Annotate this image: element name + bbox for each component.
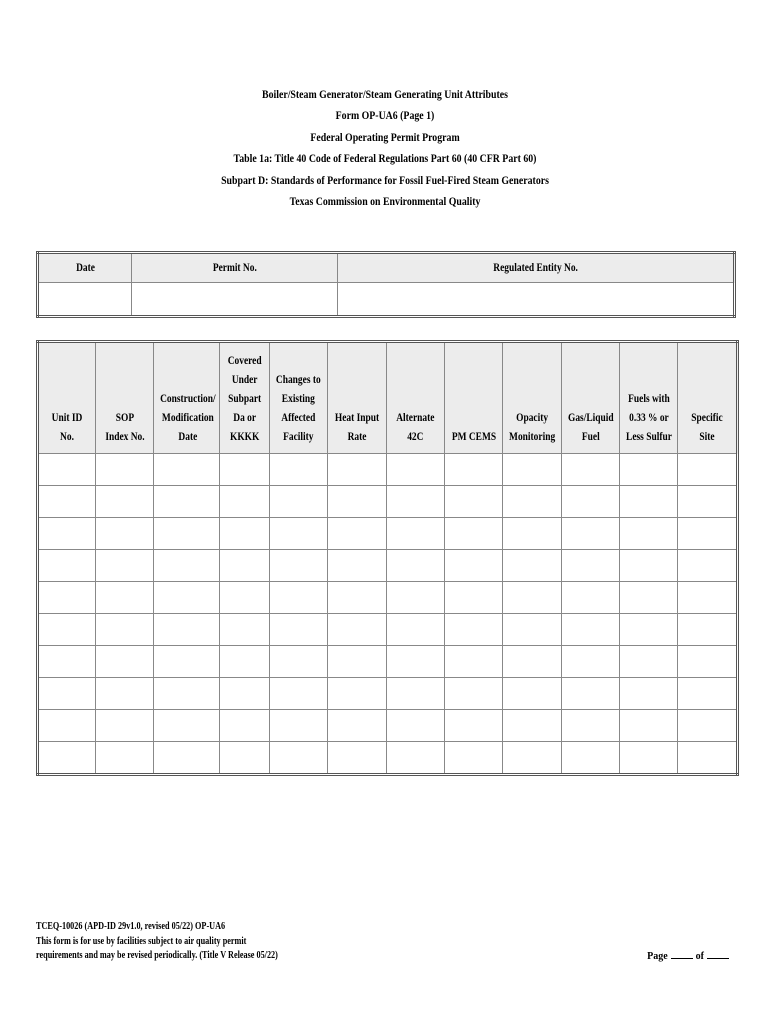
table-cell[interactable] <box>562 742 620 775</box>
table-cell[interactable] <box>678 678 738 710</box>
table-cell[interactable] <box>620 678 678 710</box>
table-cell[interactable] <box>96 742 154 775</box>
table-cell[interactable] <box>38 486 96 518</box>
table-row <box>38 486 738 518</box>
low-sulfur-fuel-header: Fuels with 0.33 % or Less Sulfur <box>620 342 678 454</box>
date-header: Date <box>38 253 132 283</box>
table-cell[interactable] <box>562 710 620 742</box>
table-cell[interactable] <box>678 646 738 678</box>
table-cell[interactable] <box>328 486 387 518</box>
table-cell[interactable] <box>96 518 154 550</box>
table-cell[interactable] <box>154 742 220 775</box>
table-cell[interactable] <box>270 742 328 775</box>
table-cell[interactable] <box>220 742 270 775</box>
table-cell[interactable] <box>38 646 96 678</box>
unit-id-header: Unit ID No. <box>38 342 96 454</box>
table-cell[interactable] <box>387 518 445 550</box>
table-cell[interactable] <box>38 518 96 550</box>
table-cell[interactable] <box>38 678 96 710</box>
table-cell[interactable] <box>678 518 738 550</box>
table-cell[interactable] <box>562 518 620 550</box>
table-cell[interactable] <box>562 678 620 710</box>
table-cell[interactable] <box>328 614 387 646</box>
table-cell[interactable] <box>678 742 738 775</box>
table-cell[interactable] <box>562 582 620 614</box>
table-cell[interactable] <box>445 550 503 582</box>
table-cell[interactable] <box>328 742 387 775</box>
table-cell[interactable] <box>328 646 387 678</box>
table-cell[interactable] <box>220 550 270 582</box>
page-counter <box>647 949 732 962</box>
table-cell[interactable] <box>445 646 503 678</box>
table-cell[interactable] <box>328 710 387 742</box>
table-title: Table 1a: Title 40 Code of Federal Regulations Part 60 (40 CFR Part 60) <box>233 151 537 166</box>
table-cell[interactable] <box>96 614 154 646</box>
table-cell[interactable] <box>154 646 220 678</box>
table-row <box>38 454 738 486</box>
table-cell[interactable] <box>270 486 328 518</box>
table-cell[interactable] <box>38 742 96 775</box>
gas-liquid-fuel-header: Gas/Liquid Fuel <box>562 342 620 454</box>
table-cell[interactable] <box>270 454 328 486</box>
table-cell[interactable] <box>154 550 220 582</box>
table-cell[interactable] <box>38 710 96 742</box>
table-cell[interactable] <box>96 710 154 742</box>
table-cell[interactable] <box>387 550 445 582</box>
table-cell[interactable] <box>220 678 270 710</box>
table-cell[interactable] <box>220 454 270 486</box>
table-cell[interactable] <box>220 614 270 646</box>
table-cell[interactable] <box>387 582 445 614</box>
table-cell[interactable] <box>38 614 96 646</box>
table-cell[interactable] <box>96 582 154 614</box>
form-title: Boiler/Steam Generator/Steam Generating Unit Attributes <box>262 87 508 101</box>
table-cell[interactable] <box>96 550 154 582</box>
table-cell[interactable] <box>387 614 445 646</box>
table-row <box>38 678 738 710</box>
table-cell[interactable] <box>445 486 503 518</box>
of-label: of <box>695 951 704 962</box>
table-cell[interactable] <box>678 486 738 518</box>
table-cell[interactable] <box>270 582 328 614</box>
table-cell[interactable] <box>220 582 270 614</box>
agency-name: Texas Commission on Environmental Quality <box>289 194 481 209</box>
permit-no-header: Permit No. <box>132 253 338 283</box>
table-row <box>38 550 738 582</box>
table-row <box>38 518 738 550</box>
units-header-row <box>38 342 738 454</box>
usage-note-line1: This form is for use by facilities subject to air quality permit <box>36 935 247 947</box>
table-cell[interactable] <box>328 518 387 550</box>
covered-subpart-header: Covered Under Subpart Da or KKKK <box>220 342 270 454</box>
info-table <box>36 251 736 318</box>
table-cell[interactable] <box>620 550 678 582</box>
table-cell[interactable] <box>503 582 562 614</box>
table-cell[interactable] <box>387 454 445 486</box>
table-cell[interactable] <box>154 582 220 614</box>
program-name: Federal Operating Permit Program <box>310 129 460 144</box>
page-number-blank[interactable] <box>671 949 693 959</box>
table-cell[interactable] <box>620 710 678 742</box>
table-cell[interactable] <box>38 454 96 486</box>
table-cell[interactable] <box>270 646 328 678</box>
table-cell[interactable] <box>96 646 154 678</box>
table-cell[interactable] <box>154 614 220 646</box>
heat-input-header: Heat Input Rate <box>328 342 387 454</box>
table-cell[interactable] <box>387 646 445 678</box>
table-cell[interactable] <box>387 742 445 775</box>
table-cell[interactable] <box>270 518 328 550</box>
table-cell[interactable] <box>270 710 328 742</box>
table-cell[interactable] <box>503 486 562 518</box>
pm-cems-header: PM CEMS <box>445 342 503 454</box>
table-cell[interactable] <box>154 486 220 518</box>
table-cell[interactable] <box>220 486 270 518</box>
table-cell[interactable] <box>503 742 562 775</box>
table-cell[interactable] <box>154 678 220 710</box>
table-cell[interactable] <box>503 550 562 582</box>
subpart-title: Subpart D: Standards of Performance for Fossil Fuel-Fired Steam Generators <box>221 172 549 187</box>
table-cell[interactable] <box>678 710 738 742</box>
table-cell[interactable] <box>328 582 387 614</box>
table-cell[interactable] <box>503 646 562 678</box>
table-cell[interactable] <box>270 678 328 710</box>
table-cell[interactable] <box>562 614 620 646</box>
table-cell[interactable] <box>620 582 678 614</box>
regulated-entity-header: Regulated Entity No. <box>338 253 735 283</box>
specific-site-header: Specific Site <box>678 342 738 454</box>
units-body <box>38 454 738 775</box>
table-row <box>38 742 738 775</box>
table-cell[interactable] <box>387 678 445 710</box>
table-cell[interactable] <box>562 486 620 518</box>
table-row <box>38 646 738 678</box>
table-cell[interactable] <box>445 710 503 742</box>
table-cell[interactable] <box>96 486 154 518</box>
form-number: Form OP-UA6 (Page 1) <box>335 108 435 123</box>
table-cell[interactable] <box>328 550 387 582</box>
table-cell[interactable] <box>328 454 387 486</box>
date-field[interactable] <box>38 283 132 317</box>
table-cell[interactable] <box>678 614 738 646</box>
table-cell[interactable] <box>445 454 503 486</box>
table-cell[interactable] <box>387 710 445 742</box>
form-header <box>0 84 770 212</box>
form-footer <box>36 920 331 964</box>
regulated-entity-field[interactable] <box>338 283 735 317</box>
table-cell[interactable] <box>503 518 562 550</box>
table-cell[interactable] <box>270 614 328 646</box>
table-cell[interactable] <box>620 614 678 646</box>
table-cell[interactable] <box>38 550 96 582</box>
table-cell[interactable] <box>328 678 387 710</box>
table-cell[interactable] <box>678 550 738 582</box>
sop-index-header: SOP Index No. <box>96 342 154 454</box>
table-row <box>38 614 738 646</box>
opacity-monitoring-header: Opacity Monitoring <box>503 342 562 454</box>
table-cell[interactable] <box>220 710 270 742</box>
table-cell[interactable] <box>387 486 445 518</box>
table-cell[interactable] <box>96 678 154 710</box>
table-cell[interactable] <box>154 710 220 742</box>
table-cell[interactable] <box>620 454 678 486</box>
table-cell[interactable] <box>678 454 738 486</box>
table-cell[interactable] <box>620 486 678 518</box>
table-cell[interactable] <box>503 678 562 710</box>
table-cell[interactable] <box>154 454 220 486</box>
table-row <box>38 582 738 614</box>
table-cell[interactable] <box>562 550 620 582</box>
table-cell[interactable] <box>562 646 620 678</box>
changes-existing-header: Changes to Existing Affected Facility <box>270 342 328 454</box>
table-cell[interactable] <box>620 742 678 775</box>
construction-date-header: Construction/ Modification Date <box>154 342 220 454</box>
alternate-42c-header: Alternate 42C <box>387 342 445 454</box>
units-table <box>36 340 739 776</box>
permit-no-field[interactable] <box>132 283 338 317</box>
table-cell[interactable] <box>503 614 562 646</box>
usage-note-line2: requirements and may be revised periodically. (Title V Release 05/22) <box>36 950 278 961</box>
table-cell[interactable] <box>445 678 503 710</box>
form-id-line: TCEQ-10026 (APD-ID 29v1.0, revised 05/22) OP-UA6 <box>36 921 226 932</box>
table-cell[interactable] <box>220 518 270 550</box>
table-cell[interactable] <box>503 710 562 742</box>
table-cell[interactable] <box>503 454 562 486</box>
table-cell[interactable] <box>678 582 738 614</box>
table-cell[interactable] <box>445 582 503 614</box>
table-cell[interactable] <box>445 614 503 646</box>
table-cell[interactable] <box>562 454 620 486</box>
table-cell[interactable] <box>220 646 270 678</box>
table-cell[interactable] <box>154 518 220 550</box>
table-cell[interactable] <box>620 646 678 678</box>
table-cell[interactable] <box>38 582 96 614</box>
table-cell[interactable] <box>96 454 154 486</box>
table-cell[interactable] <box>620 518 678 550</box>
table-row <box>38 710 738 742</box>
table-cell[interactable] <box>445 518 503 550</box>
table-cell[interactable] <box>270 550 328 582</box>
page-total-blank[interactable] <box>707 949 729 959</box>
page-label: Page <box>647 951 668 962</box>
table-cell[interactable] <box>445 742 503 775</box>
